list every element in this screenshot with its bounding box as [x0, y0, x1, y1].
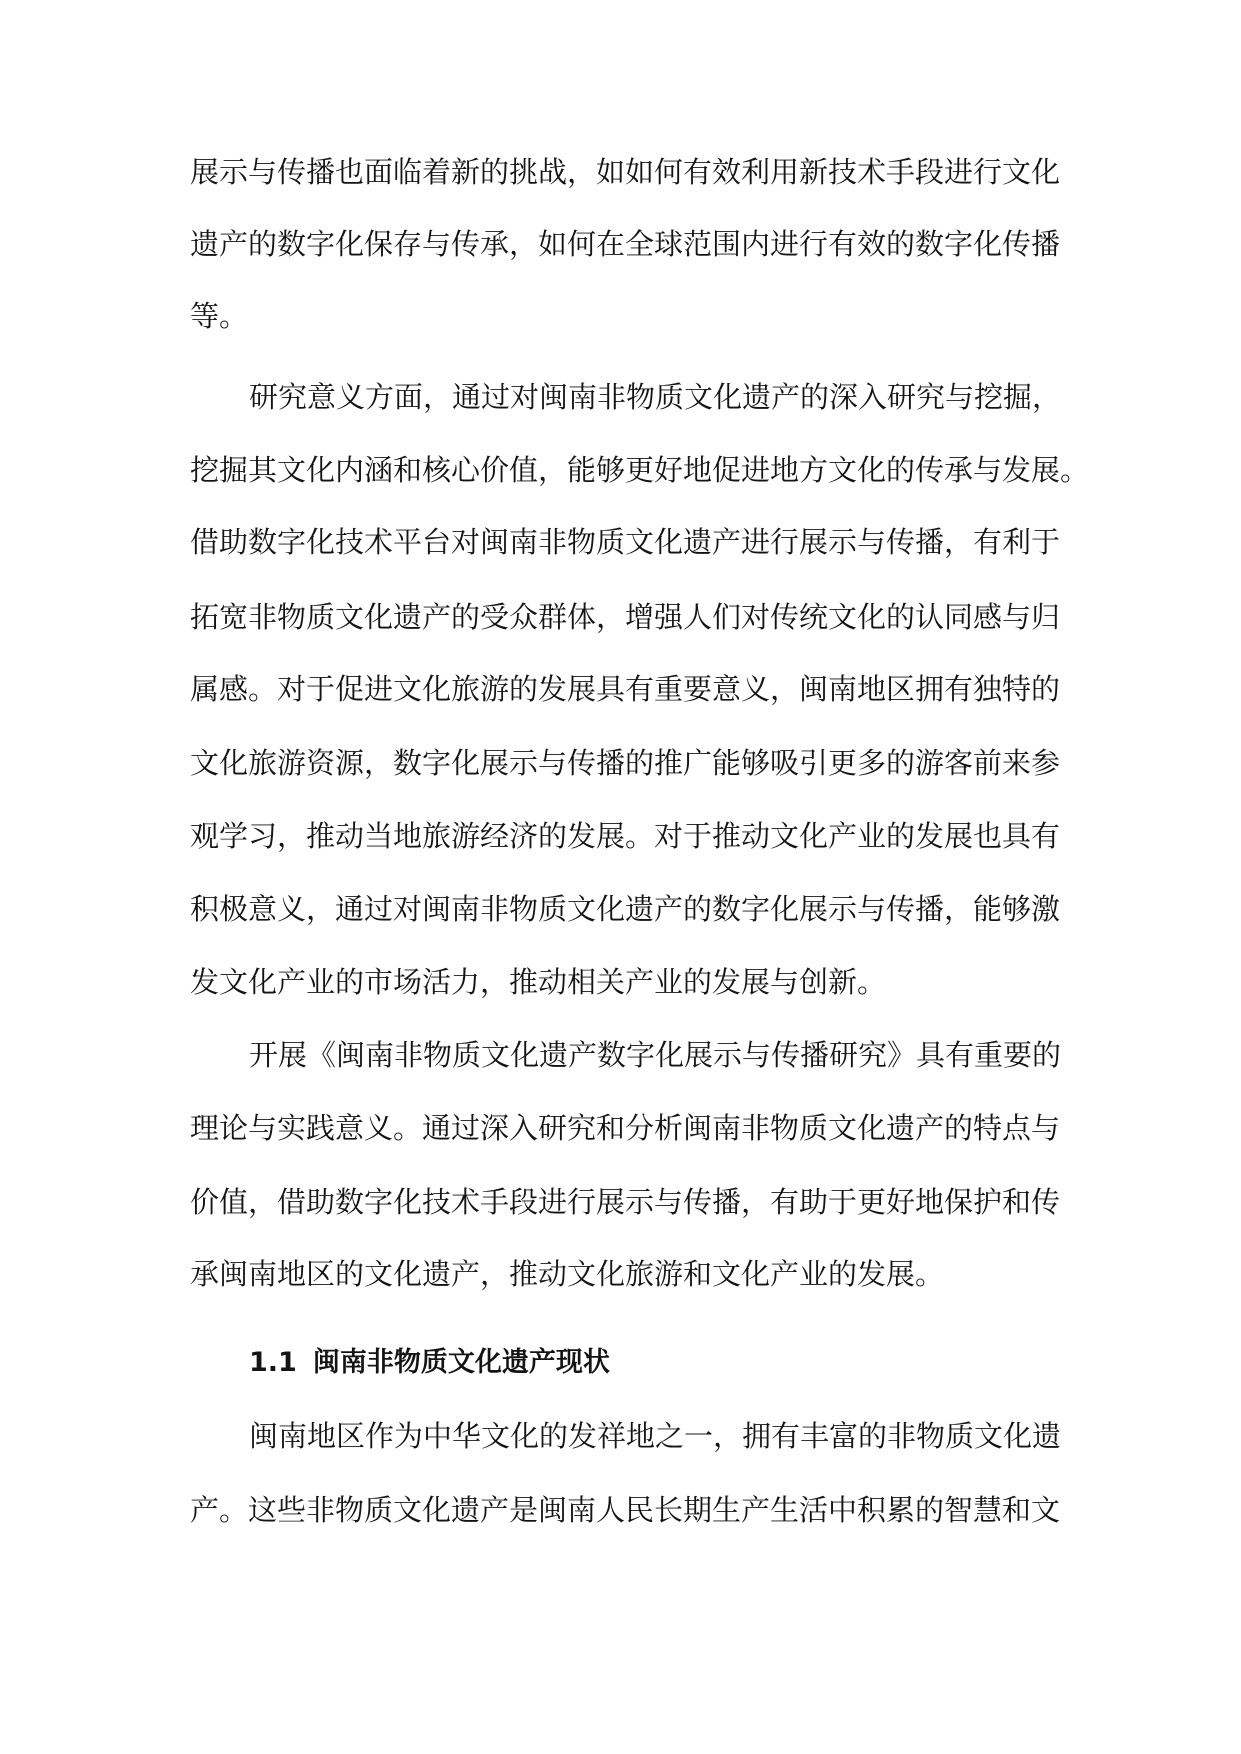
text-line: [0, 739, 1241, 787]
section-title: 闽南非物质文化遗产现状: [312, 1347, 610, 1378]
text-line: [0, 1250, 1241, 1298]
line-text: 观学习，推动当地旅游经济的发展。对于推动文化产业的发展也具有: [190, 819, 1061, 853]
line-text: 理论与实践意义。通过深入研究和分析闽南非物质文化遗产的特点与: [190, 1111, 1061, 1145]
text-line: [0, 1178, 1241, 1226]
text-line: [0, 148, 1241, 196]
text-line: [0, 1031, 1241, 1079]
text-line: [0, 1486, 1241, 1534]
section-number: 1.1: [249, 1347, 297, 1378]
line-text: 价值，借助数字化技术手段进行展示与传播，有助于更好地保护和传: [190, 1185, 1061, 1219]
line-text: 承闽南地区的文化遗产，推动文化旅游和文化产业的发展。: [190, 1257, 945, 1291]
text-line: [0, 446, 1241, 494]
line-text: 产。这些非物质文化遗产是闽南人民长期生产生活中积累的智慧和文: [190, 1493, 1061, 1527]
text-line: [0, 1412, 1241, 1460]
line-text: 闽南地区作为中华文化的发祥地之一，拥有丰富的非物质文化遗: [249, 1419, 1062, 1453]
line-text: 展示与传播也面临着新的挑战，如如何有效利用新技术手段进行文化: [190, 155, 1061, 189]
text-line: [0, 958, 1241, 1006]
text-line: [0, 593, 1241, 641]
section-heading: [249, 1339, 610, 1387]
line-text: 挖掘其文化内涵和核心价值，能够更好地促进地方文化的传承与发展。: [190, 453, 1090, 487]
line-text: 等。: [190, 299, 249, 333]
text-line: [0, 292, 1241, 340]
text-line: [0, 1104, 1241, 1152]
line-text: 发文化产业的市场活力，推动相关产业的发展与创新。: [190, 965, 887, 999]
line-text: 遗产的数字化保存与传承，如何在全球范围内进行有效的数字化传播: [190, 227, 1061, 261]
line-text: 借助数字化技术平台对闽南非物质文化遗产进行展示与传播，有利于: [190, 525, 1061, 559]
text-line: [0, 373, 1241, 421]
line-text: 文化旅游资源，数字化展示与传播的推广能够吸引更多的游客前来参: [190, 746, 1061, 780]
text-line: [0, 812, 1241, 860]
line-text: 研究意义方面，通过对闽南非物质文化遗产的深入研究与挖掘，: [249, 380, 1062, 414]
text-line: [0, 220, 1241, 268]
text-line: [0, 885, 1241, 933]
text-line: [0, 518, 1241, 566]
text-line: [0, 665, 1241, 713]
line-text: 属感。对于促进文化旅游的发展具有重要意义，闽南地区拥有独特的: [190, 672, 1061, 706]
line-text: 开展《闽南非物质文化遗产数字化展示与传播研究》具有重要的: [249, 1038, 1062, 1072]
line-text: 积极意义，通过对闽南非物质文化遗产的数字化展示与传播，能够激: [190, 892, 1061, 926]
line-text: 拓宽非物质文化遗产的受众群体，增强人们对传统文化的认同感与归: [190, 600, 1061, 634]
